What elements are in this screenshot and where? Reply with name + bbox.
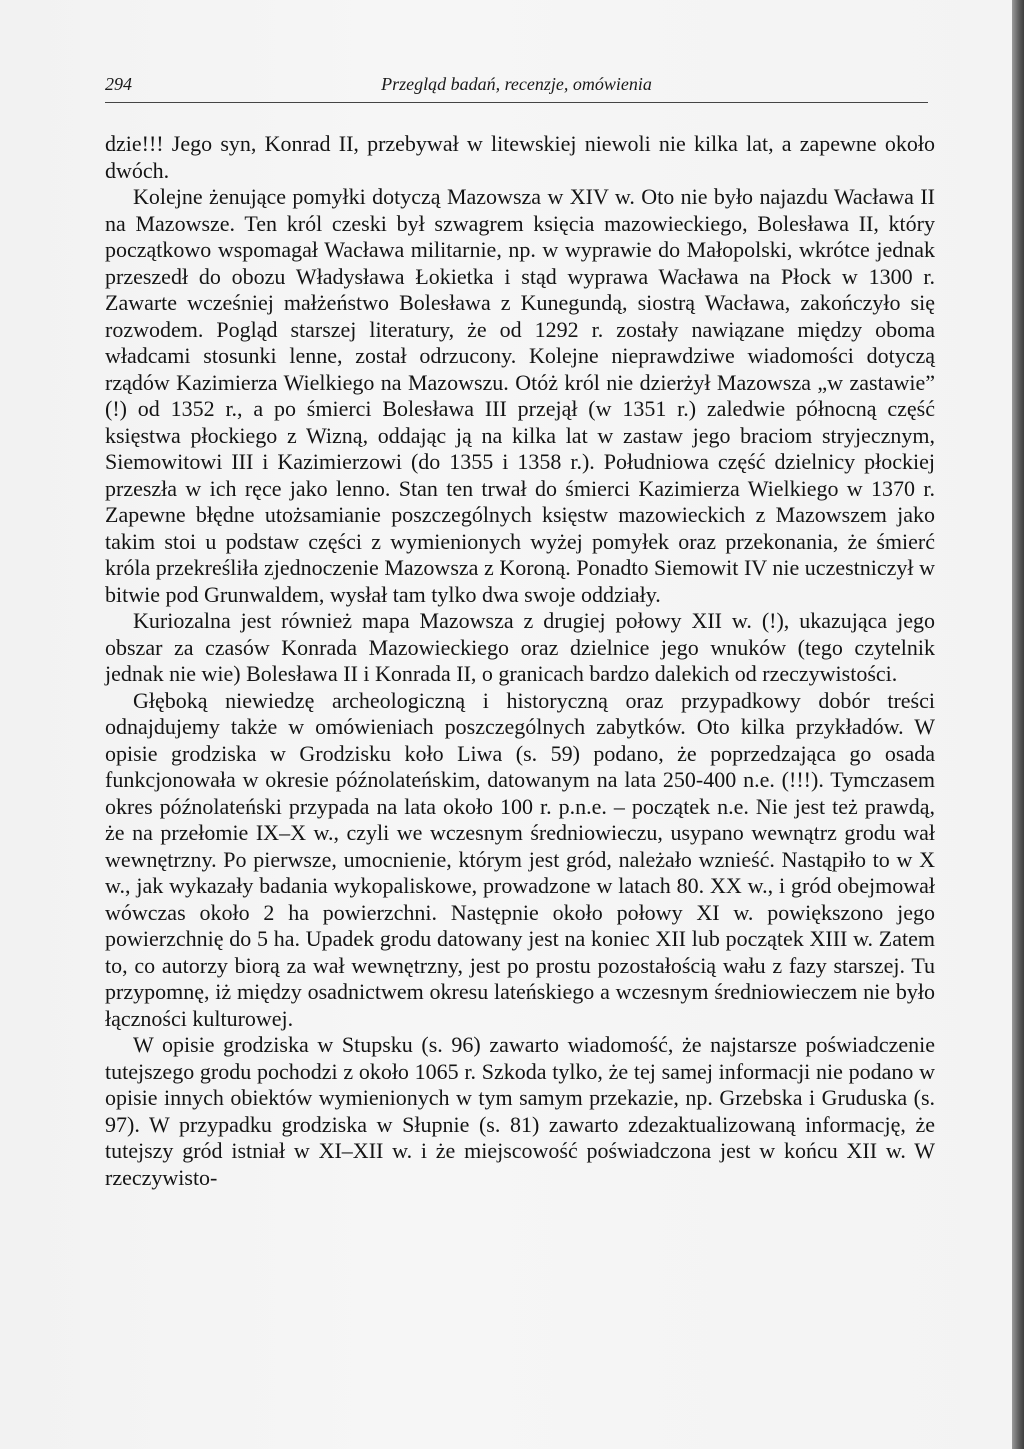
scan-edge-shadow	[1012, 0, 1024, 1449]
paragraph: Głęboką niewiedzę archeologiczną i historyczną oraz przypadkowy dobór treści odnajdujemy także w omówieniach poszczególnych zabytków. Oto kilka przykładów. W opisie grodziska w Grodzisku koło Liwa (s. 59) podano, że poprzedzająca go osada funkcjonowała w okresie późnolateńskim, datowanym na lata 250-400 n.e. (!!!). Tymczasem okres późnolateński przypada na lata około 100 r. p.n.e. – początek n.e. Nie jest też prawdą, że na przełomie IX–X w., czyli we wczesnym średniowieczu, usypano wewnątrz grodu wał wewnętrzny. Po pierwsze, umocnienie, którym jest gród, należało wznieść. Nastąpiło to w X w., jak wykazały badania wykopaliskowe, prowadzone w latach 80. XX w., i gród obejmował wówczas około 2 ha powierzchni. Następnie około połowy XI w. powiększono jego powierzchnię do 5 ha. Upadek grodu datowany jest na koniec XII lub początek XIII w. Zatem to, co autorzy biorą za wał wewnętrzny, jest po prostu pozostałością wału z fazy starszej. Tu przypomnę, iż między osadnictwem okresu lateńskiego a wczesnym średniowieczem nie było łączności kulturowej.	[105, 687, 935, 1031]
paragraph: W opisie grodziska w Stupsku (s. 96) zawarto wiadomość, że najstarsze poświadczenie tutejszego grodu pochodzi z około 1065 r. Szkoda tylko, że tej samej informacji nie podano w opisie innych obiektów wymienionych w tym samym przekazie, np. Grzebska i Gruduska (s. 97). W przypadku grodziska w Słupnie (s. 81) zawarto zdezaktualizowaną informację, że tutejszy gród istniał w XI–XII w. i że miejscowość poświadczona jest w końcu XII w. W rzeczywisto-	[105, 1032, 935, 1190]
page-number: 294	[105, 74, 132, 94]
running-title: Przegląd badań, recenzje, omówienia	[381, 74, 652, 94]
paragraph: dzie!!! Jego syn, Konrad II, przebywał w litewskiej niewoli nie kilka lat, a zapewne około dwóch.	[105, 131, 935, 183]
paragraph: Kolejne żenujące pomyłki dotyczą Mazowsza w XIV w. Oto nie było najazdu Wacława II na Mazowsze. Ten król czeski był szwagrem księcia mazowieckiego, Bolesława II, który początkowo wspomagał Wacława militarnie, np. w wyprawie do Małopolski, wkrótce jednak przeszedł do obozu Władysława Łokietka i stąd wyprawa Wacława na Płock w 1300 r. Zawarte wcześniej małżeństwo Bolesława z Kunegundą, siostrą Wacława, zakończyło się rozwodem. Pogląd starszej literatury, że od 1292 r. zostały nawiązane między oboma władcami stosunki lenne, został odrzucony. Kolejne nieprawdziwe wiadomości dotyczą rządów Kazimierza Wielkiego na Mazowszu. Otóż król nie dzierżył Mazowsza „w zastawie” (!) od 1352 r., a po śmierci Bolesława III przejął (w 1351 r.) zaledwie północną część księstwa płockiego z Wizną, oddając ją na kilka lat w zastaw jego braciom stryjecznym, Siemowitowi III i Kazimierzowi (do 1355 i 1358 r.). Południowa część dzielnicy płockiej przeszła w ich ręce jako lenno. Stan ten trwał do śmierci Kazimierza Wielkiego w 1370 r. Zapewne błędne utożsamianie poszczególnych księstw mazowieckich z Mazowszem jako takim stoi u podstaw części z wymienionych wyżej pomyłek oraz przekonania, że śmierć króla przekreśliła zjednoczenie Mazowsza z Koroną. Ponadto Siemowit IV nie uczestniczył w bitwie pod Grunwaldem, wysłał tam tylko dwa swoje oddziały.	[105, 184, 935, 607]
running-header	[105, 72, 928, 103]
paragraph: Kuriozalna jest również mapa Mazowsza z drugiej połowy XII w. (!), ukazująca jego obszar za czasów Konrada Mazowieckiego oraz dzielnice jego wnuków (tego czytelnik jednak nie wie) Bolesława II i Konrada II, o granicach bardzo dalekich od rzeczywistości.	[105, 608, 935, 686]
body-text	[105, 131, 935, 1191]
